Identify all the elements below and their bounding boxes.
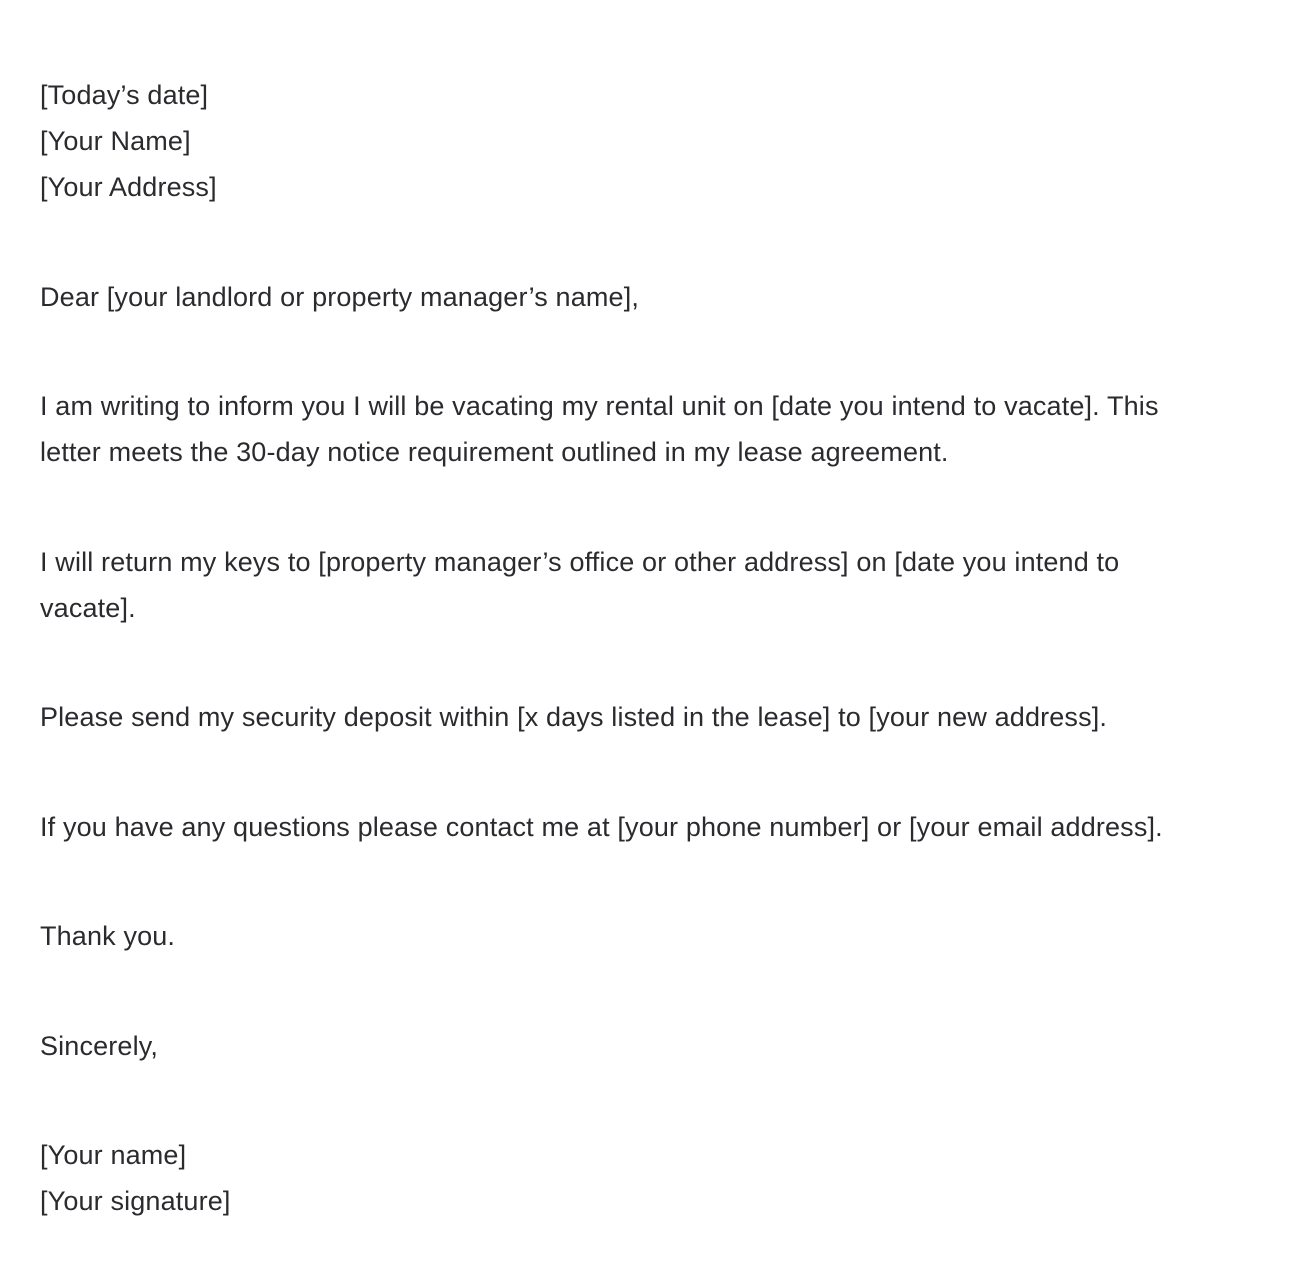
- signature-placeholder: [Your signature]: [40, 1186, 231, 1216]
- date-placeholder: [Today’s date]: [40, 80, 209, 110]
- thanks-line: Thank you.: [40, 921, 176, 951]
- keys-paragraph: [40, 539, 1280, 631]
- contact-paragraph: [40, 804, 1280, 850]
- salutation-text: Dear [your landlord or property manager’s name],: [40, 281, 639, 312]
- notice-paragraph: [40, 383, 1280, 475]
- address-placeholder: [Your Address]: [40, 172, 217, 202]
- deposit-line: Please send my security deposit within [x days listed in the lease] to [your new address].: [40, 702, 1108, 732]
- thanks-paragraph: [40, 913, 1280, 959]
- keys-line-2: vacate].: [40, 592, 136, 623]
- spacer: [40, 740, 1280, 804]
- signer-name-placeholder: [Your name]: [40, 1140, 187, 1170]
- deposit-paragraph: [40, 694, 1280, 740]
- closing-paragraph: [40, 1023, 1280, 1069]
- top-spacing: [40, 0, 1280, 72]
- name-placeholder: [Your Name]: [40, 126, 191, 156]
- contact-line: If you have any questions please contact me at [your phone number] or [your email address].: [40, 811, 1163, 842]
- notice-line-1: I am writing to inform you I will be vacating my rental unit on [date you intend to vacate]. This: [40, 391, 1159, 421]
- spacer: [40, 1069, 1280, 1133]
- keys-line-1: I will return my keys to [property manager’s office or other address] on [date you intend to: [40, 546, 1120, 577]
- notice-line-2: letter meets the 30-day notice requirement outlined in my lease agreement.: [40, 437, 949, 467]
- signature-block: [40, 1132, 1280, 1224]
- spacer: [40, 320, 1280, 384]
- letter-document: [40, 0, 1280, 1224]
- sender-header: [40, 72, 1280, 210]
- spacer: [40, 959, 1280, 1023]
- spacer: [40, 850, 1280, 914]
- salutation: [40, 274, 1280, 320]
- spacer: [40, 210, 1280, 274]
- spacer: [40, 631, 1280, 695]
- spacer: [40, 475, 1280, 539]
- closing-line: Sincerely,: [40, 1030, 159, 1061]
